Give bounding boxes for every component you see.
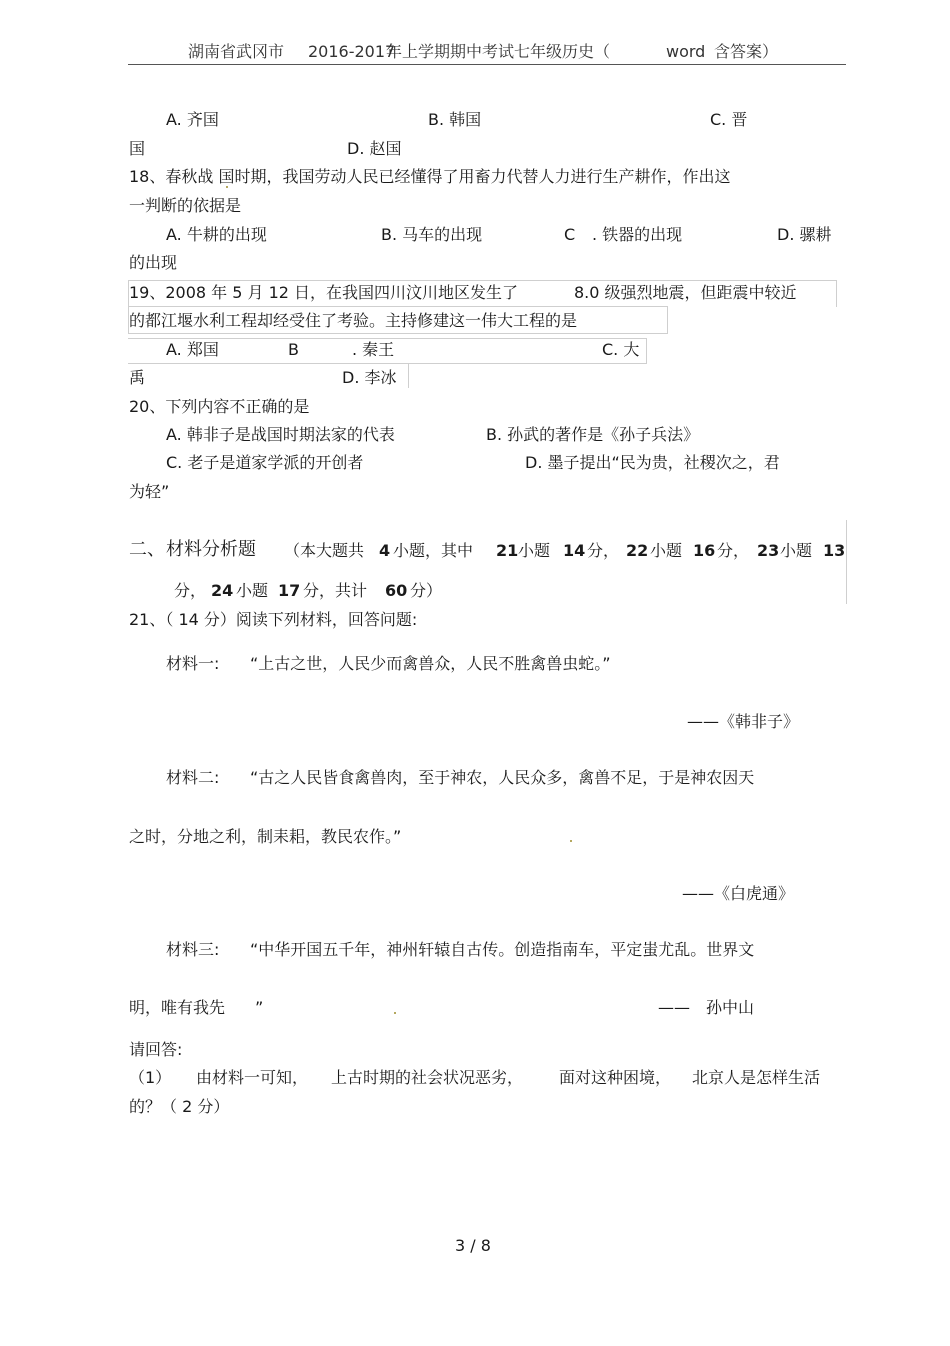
q19-option-b-letter: B	[288, 340, 299, 359]
q19-option-a: A. 郑国	[166, 340, 219, 359]
header-title-mid: 年上学期期中考试七年级历史（	[386, 42, 611, 61]
page-number: 3 / 8	[455, 1236, 491, 1255]
q21-part1-text-a: 由材料一可知，	[196, 1068, 309, 1087]
header-title-year: 2016-2017	[308, 42, 396, 61]
scan-speck	[226, 186, 228, 188]
q18-option-d-cont: 的出现	[129, 253, 178, 272]
q17-option-b: B. 韩国	[428, 110, 482, 129]
q21-material3-source: 孙中山	[706, 998, 755, 1017]
section2-number: 二、	[129, 539, 165, 560]
q21-material1-label: 材料一:	[166, 654, 220, 673]
q21-material3-dash: ——	[658, 998, 690, 1017]
section2-q21-number: 21	[496, 541, 519, 560]
section2-q23-number: 23	[757, 541, 780, 560]
section2-q24-number: 24	[211, 581, 234, 600]
section2-q24-score: 17	[278, 581, 301, 600]
section2-total-score: 60	[385, 581, 408, 600]
q21-material3-quote: ”	[255, 998, 264, 1017]
q21-material3-label: 材料三:	[166, 940, 220, 959]
q19-option-b: . 秦王	[352, 340, 395, 359]
q19-option-c-cont: 禹	[129, 368, 146, 387]
q21-part1-text-b: 上古时期的社会状况恶劣，	[331, 1068, 524, 1087]
section2-total-count: 4	[379, 541, 391, 560]
q19-stem-line1-b: 8.0 级强烈地震，但距震中较近	[574, 283, 797, 302]
q18-option-b: B. 马车的出现	[381, 225, 483, 244]
section2-desc-7: 小题	[780, 541, 813, 560]
q21-part1-text-c: 面对这种困境，	[559, 1068, 672, 1087]
q18-stem-line2: 一判断的依据是	[129, 196, 242, 215]
section2-desc-6: 分，	[717, 541, 750, 560]
q21-material3-cont: 明，唯有我先	[129, 998, 226, 1017]
header-title-word: word	[666, 42, 706, 61]
q19-box-tick	[408, 364, 409, 388]
header-rule	[128, 64, 846, 65]
q19-option-d: D. 李冰	[342, 368, 397, 387]
section2-line2-2: 小题	[236, 581, 269, 600]
scan-speck	[570, 840, 572, 842]
q20-option-d-cont: 为轻”	[129, 482, 170, 501]
q21-part1-cont: 的？（ 2 分）	[129, 1097, 230, 1116]
q21-material1-text: “上古之世，人民少而禽兽众，人民不胜禽兽虫蛇。”	[250, 654, 611, 673]
section2-line2-3: 分，共计	[303, 581, 368, 600]
section2-desc-3: 小题	[518, 541, 551, 560]
q21-stem: 21、（ 14 分）阅读下列材料，回答问题:	[129, 610, 418, 629]
section2-line2-1: 分，	[174, 581, 207, 600]
section2-desc-1: （本大题共	[284, 541, 365, 560]
q20-option-d: D. 墨子提出“民为贵，社稷次之，君	[525, 453, 780, 472]
q21-material2-cont: 之时，分地之利，制耒耜，教民农作。”	[129, 827, 402, 846]
section2-desc-4: 分，	[587, 541, 620, 560]
q20-stem: 20、下列内容不正确的是	[129, 397, 310, 416]
q17-option-a: A. 齐国	[166, 110, 219, 129]
q21-part1-text-d: 北京人是怎样生活	[692, 1068, 821, 1087]
q20-option-c: C. 老子是道家学派的开创者	[166, 453, 364, 472]
q21-material3-text: “中华开国五千年，神州轩辕自古传。创造指南车，平定蚩尤乱。世界文	[250, 940, 755, 959]
header-title-left: 湖南省武冈市	[188, 42, 285, 61]
section2-desc-2: 小题，其中	[393, 541, 474, 560]
q18-stem-line1: 18、春秋战 国时期，我国劳动人民已经懂得了用畜力代替人力进行生产耕作，作出这	[129, 167, 731, 186]
q17-option-c: C. 晋	[710, 110, 748, 129]
q21-ask: 请回答:	[129, 1040, 183, 1059]
q20-option-a: A. 韩非子是战国时期法家的代表	[166, 425, 395, 444]
section2-margin-line	[846, 520, 847, 604]
section2-q21-score: 14	[563, 541, 586, 560]
q18-option-d: D. 骡耕	[777, 225, 832, 244]
section2-q22-number: 22	[626, 541, 649, 560]
section2-title: 材料分析题	[166, 539, 256, 560]
q21-material2-text: “古之人民皆食禽兽肉，至于神农，人民众多，禽兽不足，于是神农因天	[250, 768, 755, 787]
section2-line2-4: 分）	[410, 581, 443, 600]
section2-q22-score: 16	[693, 541, 716, 560]
q20-option-b: B. 孙武的著作是《孙子兵法》	[486, 425, 700, 444]
q19-stem-line2: 的都江堰水利工程却经受住了考验。主持修建这一伟大工程的是	[129, 311, 578, 330]
q21-material2-source: ——《白虎通》	[682, 884, 795, 903]
section2-q23-score: 13	[823, 541, 846, 560]
q21-material1-source: ——《韩非子》	[687, 712, 800, 731]
scan-speck	[394, 1012, 396, 1014]
header-title-end: 含答案）	[714, 42, 779, 61]
q17-option-c-cont: 国	[129, 139, 146, 158]
q18-option-c-letter: C	[564, 225, 576, 244]
section2-desc-5: 小题	[650, 541, 683, 560]
q18-option-c: . 铁器的出现	[592, 225, 683, 244]
q17-option-d: D. 赵国	[347, 139, 402, 158]
q18-option-a: A. 牛耕的出现	[166, 225, 267, 244]
q19-stem-line1-a: 19、2008 年 5 月 12 日，在我国四川汶川地区发生了	[129, 283, 519, 302]
q21-material2-label: 材料二:	[166, 768, 220, 787]
q19-option-c: C. 大	[602, 340, 640, 359]
q21-part1-number: （1）	[129, 1068, 172, 1087]
